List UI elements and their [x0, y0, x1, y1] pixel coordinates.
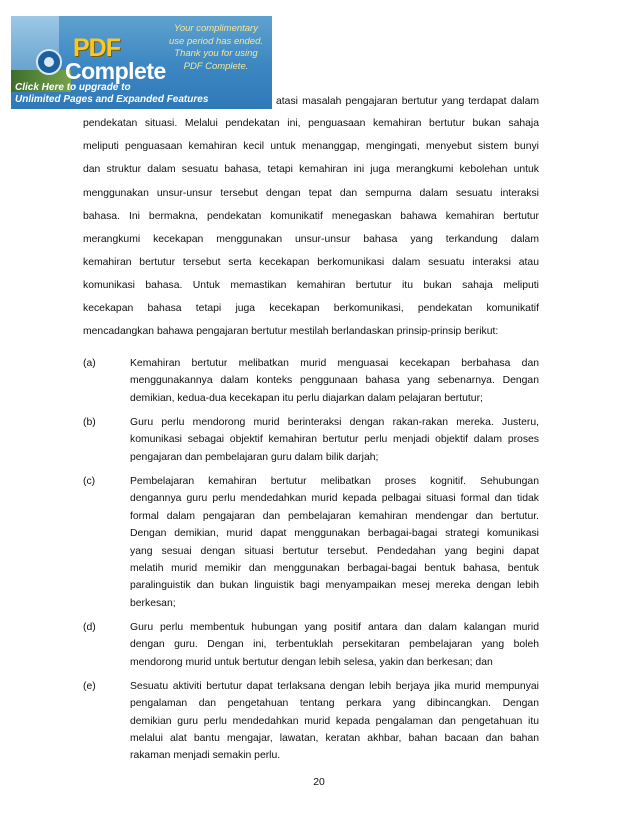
list-item-line: Dengan demikian, murid dapat menggunakan berbagai-bagai strategi komunikasi — [130, 528, 539, 540]
list-item-label: (b) — [83, 416, 96, 428]
promo-line: use period has ended. — [168, 35, 264, 47]
promo-line: Thank you for using — [174, 48, 258, 59]
list-item-label: (c) — [83, 475, 96, 487]
promo-line: PDF Complete. — [183, 60, 249, 72]
list-item-line: melatih murid memikir dan menggunakan berbagai-bagai bentuk bahasa, bentuk — [130, 562, 539, 574]
intro-line: pendekatan situasi. Melalui pendekatan ini, penguasaan kemahiran bertutur bukan sahaja — [83, 118, 539, 129]
list-item-line: mendorong murid untuk bertutur dengan lebih selesa, yakin dan berkesan; dan — [130, 656, 493, 668]
intro-line: dan struktur dalam sesuatu bahasa, tetapi kemahiran ini juga merangkumi kebolehan untuk — [83, 164, 539, 175]
intro-line-first: atasi masalah pengajaran bertutur yang terdapat dalam — [276, 96, 539, 107]
intro-line: meliputi penguasaan kemahiran kecil untuk menanggap, mengingati, menyebut sistem bunyi — [83, 141, 539, 152]
list-item-label: (d) — [83, 621, 96, 633]
list-item-label: (e) — [83, 680, 96, 692]
intro-line: kemahiran bertutur tersebut serta kecekapan berkomunikasi dalam sesuatu interaksi atau — [83, 257, 539, 268]
promo-line: Your complimentary — [174, 23, 258, 34]
intro-line: mencadangkan bahawa pengajaran bertutur mestilah berlandaskan prinsip-prinsip berikut: — [83, 326, 499, 337]
intro-line: bahasa. Ini bermakna, pendekatan komunikatif menegaskan bahawa kemahiran bertutur — [83, 211, 539, 222]
intro-line: kecekapan bahasa tetapi juga kecekapan berkomunikasi, pendekatan komunikatif — [83, 303, 539, 314]
list-item-line: berkesan; — [130, 597, 176, 609]
list-item-line: menggunakannya dalam konteks penggunaan bahasa yang sebenarnya. Dengan — [130, 375, 539, 387]
list-item-line: komunikasi sebagai objektif kemahiran bertutur perlu menjadi objektif dalam proses — [130, 434, 539, 446]
banner-logo-pdf: PDF — [73, 34, 120, 62]
list-item-line: rakaman menjadi semakin perlu. — [130, 750, 281, 762]
banner-promo-text — [161, 23, 271, 73]
list-item-line: formal dalam pengajaran dan pembelajaran kemahiran mendengar dan bertutur. — [130, 510, 539, 522]
list-item-line: melalui alat bantu mengajar, lawatan, keratan akhbar, bahan bacaan dan bahan — [130, 733, 539, 745]
list-item-line: dengan guru. Dengan ini, terbentuklah persekitaran pembelajaran yang boleh — [130, 639, 539, 651]
list-item-line: paralinguistik dan bukan linguistik bagi menyampaikan mesej mereka dengan lebih — [130, 580, 539, 592]
intro-line: menggunakan unsur-unsur tersebut dengan tepat dan sempurna dalam sesuatu interaksi — [83, 188, 539, 199]
list-item-line: Kemahiran bertutur melibatkan murid menguasai kecekapan berbahasa dan — [130, 358, 539, 369]
list-item-line: demikian, kedua-dua kecekapan itu perlu diajarkan dalam pelajaran bertutur; — [130, 392, 483, 404]
list-item-line: pengalaman dan pengetahuan tentang perkara yang dibincangkan. Dengan — [130, 698, 539, 710]
list-item-line: Pembelajaran kemahiran bertutur melibatkan proses kognitif. Sehubungan — [130, 475, 539, 487]
page-number: 20 — [313, 777, 325, 788]
pdf-complete-upgrade-banner[interactable] — [11, 16, 272, 109]
list-item-line: yang sesuai dengan situasi bertutur tersebut. Pendedahan yang begini dapat — [130, 545, 539, 557]
list-item-label: (a) — [83, 358, 96, 369]
list-item-line: demikian guru perlu mendedahkan murid kepada pengalaman dan pengetahuan itu — [130, 715, 539, 727]
upgrade-link[interactable] — [15, 82, 208, 106]
list-item-line: Guru perlu mendorong murid berinteraksi dengan rakan-rakan mereka. Justeru, — [130, 416, 539, 428]
intro-line: komunikasi bahasa. Untuk memastikan kemahiran bertutur itu bukan sahaja meliputi — [83, 280, 539, 291]
list-item-line: Guru perlu membentuk hubungan yang positif antara dan dalam kalangan murid — [130, 621, 539, 633]
pdf-logo-icon — [31, 44, 67, 80]
intro-line: merangkumi kecekapan menggunakan unsur-unsur bahasa yang terkandung dalam — [83, 234, 539, 245]
list-item-line: pengajaran dan pembelajaran guru dalam bilik darjah; — [130, 451, 379, 463]
list-item-line: dengannya guru perlu mendedahkan murid kepada pelbagai situasi formal dan tidak — [130, 493, 539, 505]
list-item-line: Sesuatu aktiviti bertutur dapat terlaksana dengan lebih berjaya jika murid mempunyai — [130, 680, 539, 692]
upgrade-line[interactable]: Unlimited Pages and Expanded Features — [15, 94, 209, 105]
banner-logo-complete: Complete — [65, 58, 166, 84]
upgrade-line[interactable]: Click Here to upgrade to — [15, 82, 131, 93]
